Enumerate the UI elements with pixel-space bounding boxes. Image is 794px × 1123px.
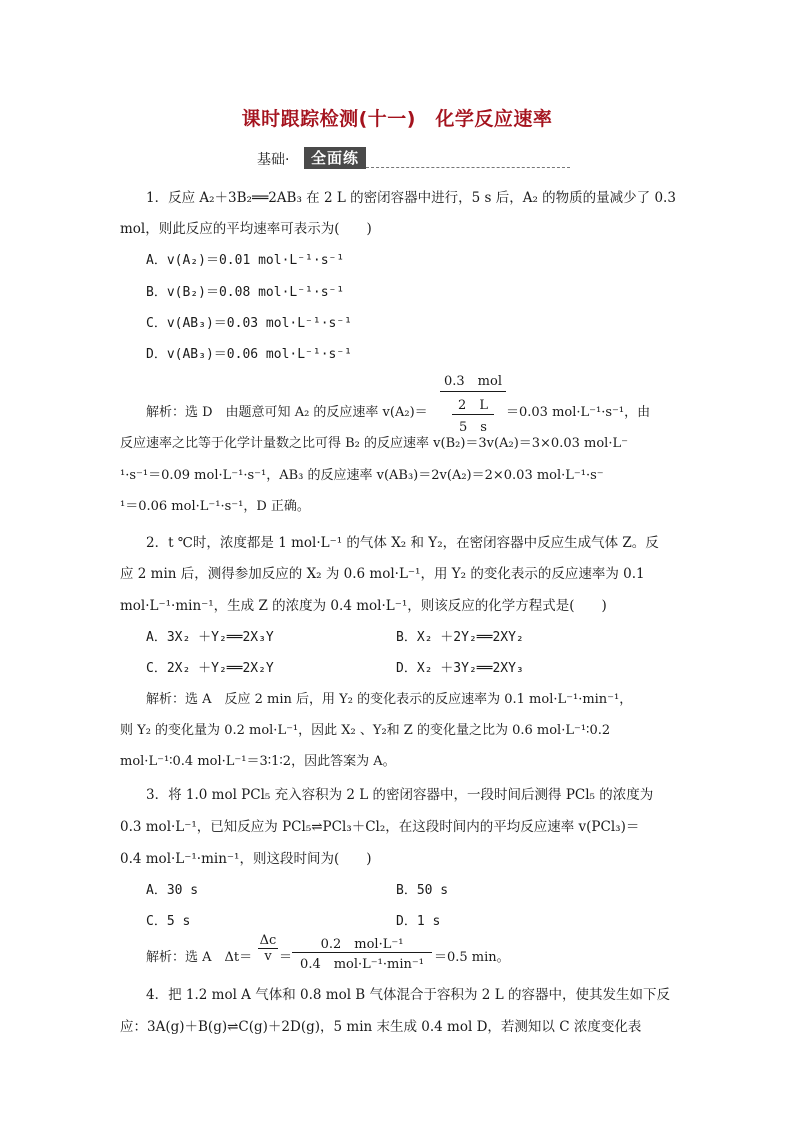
q1-stem-line: 1．反应 A₂＋3B₂══2AB₃ 在 2 L 的密闭容器中进行，5 s 后，A₂ 的物质的量减少了 0.3 (146, 190, 676, 206)
q3-option-d: D．1 s (396, 914, 441, 929)
q3-option-b: B．50 s (396, 883, 449, 898)
fraction-numerator: Δc (259, 933, 277, 948)
q1-stem-line: mol，则此反应的平均速率可表示为( ) (120, 221, 372, 237)
q3-option-c: C．5 s (146, 914, 191, 929)
q1-answer-line: ¹·s⁻¹＝0.09 mol·L⁻¹·s⁻¹，AB₃ 的反应速率 v(AB₃)＝2v(A₂)＝2×0.03 mol·L⁻¹·s⁻ (120, 468, 604, 483)
q1-rate-fraction (440, 370, 506, 435)
q1-option-a: A．v(A₂)＝0.01 mol·L⁻¹·s⁻¹ (146, 253, 345, 268)
q2-option-d: D．X₂ ＋3Y₂══2XY₃ (396, 661, 524, 676)
q1-option-d: D．v(AB₃)＝0.06 mol·L⁻¹·s⁻¹ (146, 347, 353, 362)
section-highlight: 全面练 (304, 147, 366, 169)
q4-stem-line: 应：3A(g)＋B(g)⇌C(g)＋2D(g)，5 min 末生成 0.4 mol D，若测知以 C 浓度变化表 (120, 1019, 642, 1035)
q2-stem-line: 2．t ℃时，浓度都是 1 mol·L⁻¹ 的气体 X₂ 和 Y₂，在密闭容器中反应生成气体 Z。反 (146, 535, 659, 551)
fraction-numerator: 0.3 mol (444, 374, 502, 389)
fraction-denominator: v (258, 948, 278, 964)
q3-answer-prefix: 解析：选 A Δt＝ (146, 950, 253, 965)
q2-stem-line: mol·L⁻¹·min⁻¹，生成 Z 的浓度为 0.4 mol·L⁻¹，则该反应的化学方程式是( ) (120, 598, 607, 614)
section-header (254, 147, 570, 171)
q1-option-b: B．v(B₂)＝0.08 mol·L⁻¹·s⁻¹ (146, 285, 345, 300)
fraction-inner-denominator: 5 s (459, 420, 487, 435)
q2-answer-line: mol·L⁻¹∶0.4 mol·L⁻¹＝3∶1∶2，因此答案为 A。 (120, 754, 396, 769)
q3-answer-equals: ＝ (279, 950, 293, 965)
q1-option-c: C．v(AB₃)＝0.03 mol·L⁻¹·s⁻¹ (146, 316, 353, 331)
q2-stem-line: 应 2 min 后，测得参加反应的 X₂ 为 0.6 mol·L⁻¹，用 Y₂ 的变化表示的反应速率为 0.1 (120, 566, 645, 582)
q3-delta-fraction (258, 933, 278, 964)
q3-stem-line: 0.4 mol·L⁻¹·min⁻¹，则这段时间为( ) (120, 851, 372, 867)
section-divider (366, 167, 570, 168)
q3-option-a: A．30 s (146, 883, 199, 898)
q2-option-c: C．2X₂ ＋Y₂══2X₂Y (146, 661, 274, 676)
q3-stem-line: 0.3 mol·L⁻¹，已知反应为 PCl₅⇌PCl₃＋Cl₂，在这段时间内的平均反应速率 v(PCl₃)＝ (120, 819, 640, 835)
fraction-numerator: 0.2 mol·L⁻¹ (320, 937, 404, 952)
page-title: 课时跟踪检测(十一) 化学反应速率 (241, 108, 553, 130)
q1-answer-line: ¹＝0.06 mol·L⁻¹·s⁻¹，D 正确。 (120, 499, 310, 514)
fraction-denominator: 0.4 mol·L⁻¹·min⁻¹ (292, 952, 432, 972)
q1-answer-line: ＝0.03 mol·L⁻¹·s⁻¹，由 (506, 405, 651, 420)
q2-answer-line: 解析：选 A 反应 2 min 后，用 Y₂ 的变化表示的反应速率为 0.1 mol·L⁻¹·min⁻¹， (146, 692, 633, 707)
fraction-inner-numerator: 2 L (452, 392, 494, 415)
q3-stem-line: 3．将 1.0 mol PCl₅ 充入容积为 2 L 的密闭容器中，一段时间后测得 PCl₅ 的浓度为 (146, 787, 654, 803)
q2-option-a: A．3X₂ ＋Y₂══2X₃Y (146, 630, 274, 645)
section-prefix: 基础· (257, 152, 290, 168)
q3-time-fraction (292, 933, 432, 972)
q2-answer-line: 则 Y₂ 的变化量为 0.2 mol·L⁻¹，因此 X₂ 、Y₂和 Z 的变化量之比为 0.6 mol·L⁻¹∶0.2 (120, 723, 611, 738)
q4-stem-line: 4．把 1.2 mol A 气体和 0.8 mol B 气体混合于容积为 2 L 的容器中，使其发生如下反 (146, 987, 670, 1003)
q2-option-b: B．X₂ ＋2Y₂══2XY₂ (396, 630, 524, 645)
q1-answer-line: 解析：选 D 由题意可知 A₂ 的反应速率 v(A₂)＝ (146, 405, 428, 420)
q3-answer-result: ＝0.5 min。 (434, 950, 510, 965)
q1-answer-line: 反应速率之比等于化学计量数之比可得 B₂ 的反应速率 v(B₂)＝3v(A₂)＝3×0.03 mol·L⁻ (120, 436, 628, 451)
